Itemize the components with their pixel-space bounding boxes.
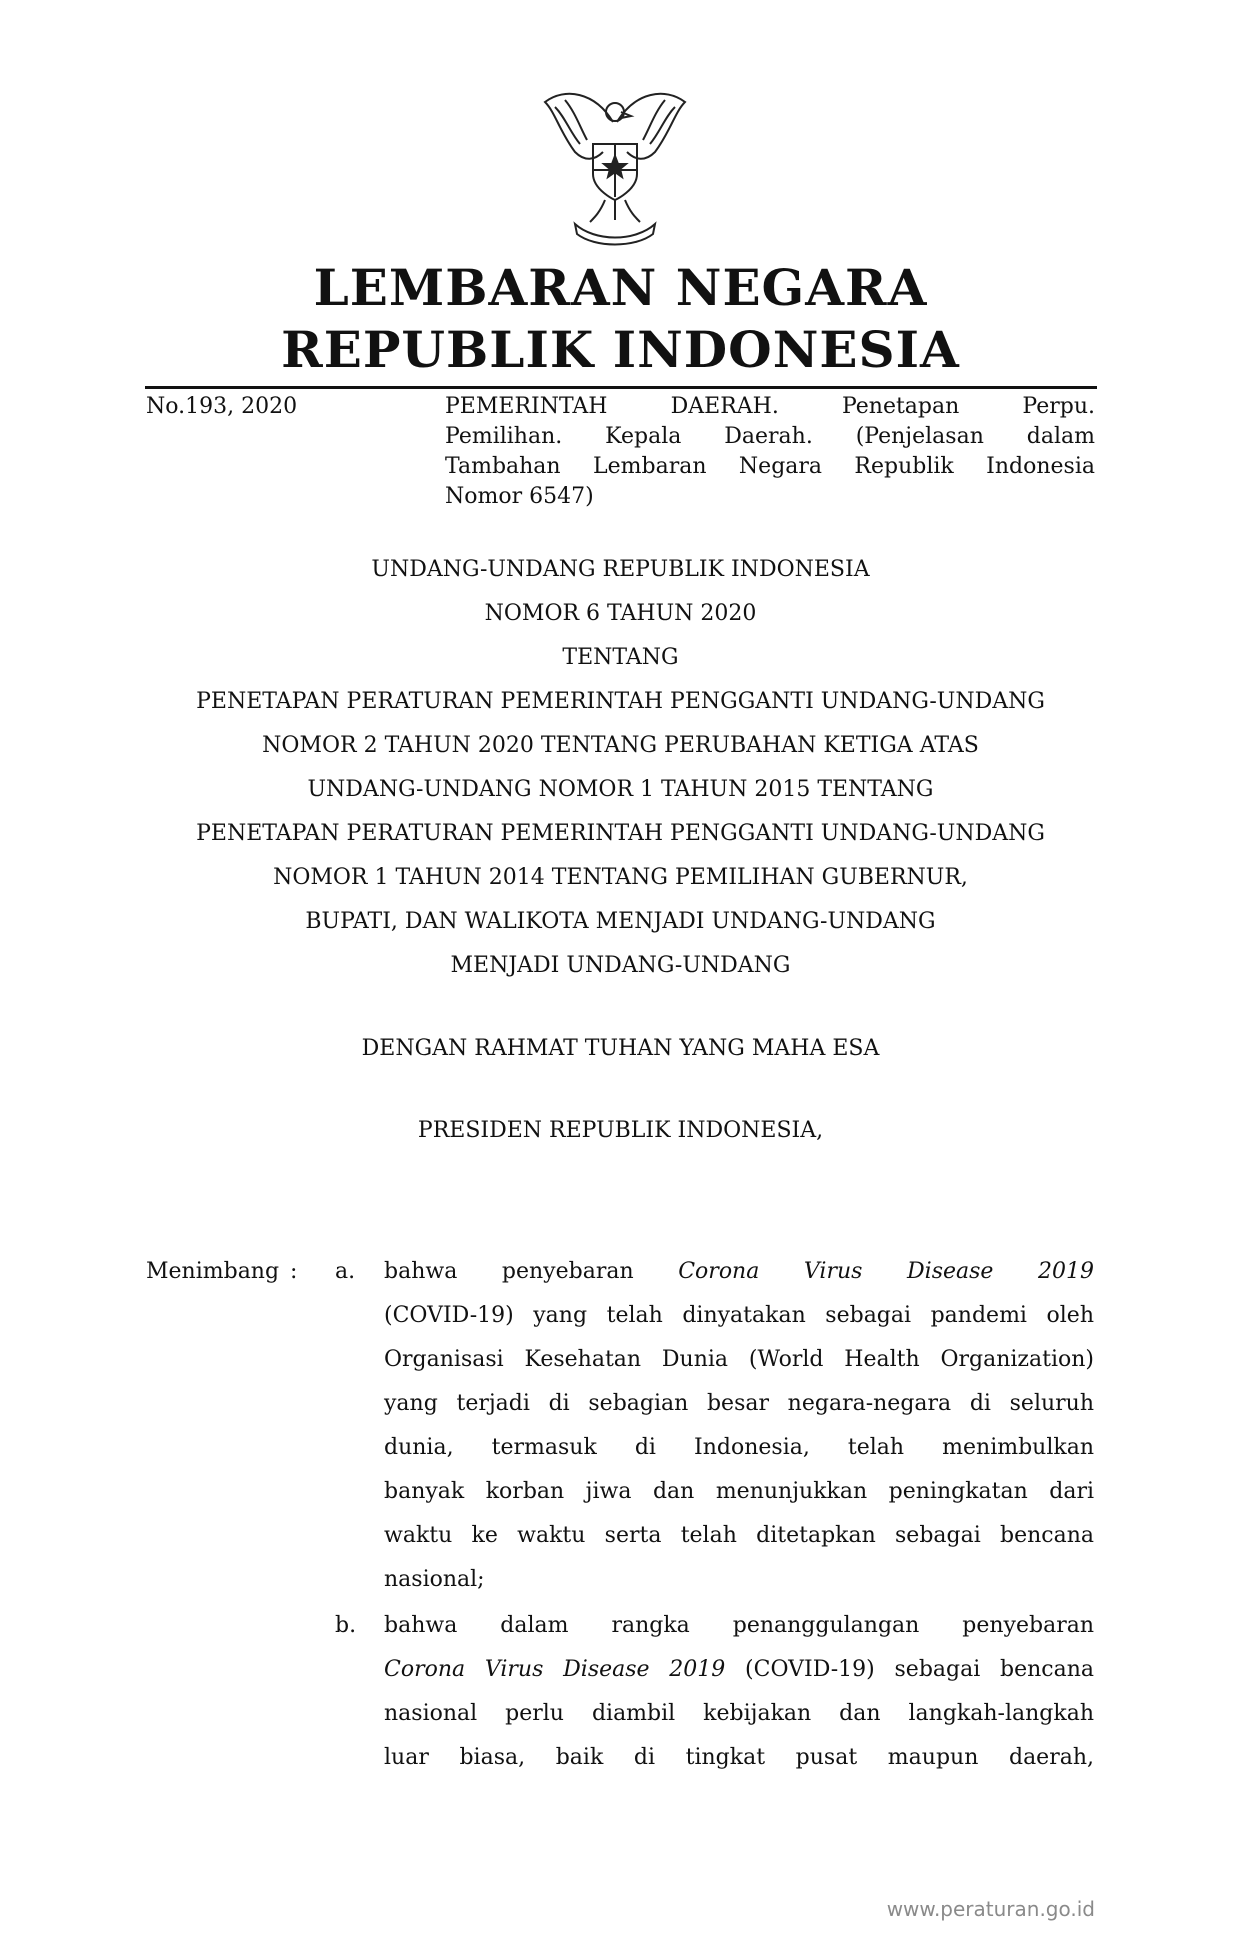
law-title-line: NOMOR 1 TAHUN 2014 TENTANG PEMILIHAN GUBERNUR, [273, 865, 968, 890]
law-title-line: TENTANG [562, 645, 679, 670]
item-a-text: bahwa penyebaran [384, 1259, 679, 1284]
law-title-line: PENETAPAN PERATURAN PEMERINTAH PENGGANTI UNDANG-UNDANG [196, 689, 1045, 714]
garuda-emblem-icon [535, 82, 695, 250]
law-title-line: MENJADI UNDANG-UNDANG [450, 953, 791, 978]
description-line: Pemilihan. Kepala Daerah. (Penjelasan dalam [445, 424, 1095, 449]
masthead-subtitle: REPUBLIK INDONESIA [281, 320, 960, 379]
menimbang-label: Menimbang [146, 1259, 280, 1284]
item-a-line: banyak korban jiwa dan menunjukkan peningkatan dari [384, 1479, 1094, 1504]
item-a-italic: Corona Virus Disease 2019 [678, 1259, 1095, 1284]
menimbang-item-b [384, 1604, 1094, 1780]
item-b-line [384, 1648, 1094, 1692]
description-line: Nomor 6547) [445, 484, 594, 509]
presiden-line: PRESIDEN REPUBLIK INDONESIA, [417, 1118, 824, 1143]
item-a-line [384, 1250, 1094, 1294]
item-b-line: bahwa dalam rangka penanggulangan penyebaran [384, 1613, 1094, 1638]
item-marker-a: a. [335, 1259, 356, 1284]
law-title [0, 548, 1241, 988]
item-a-line: Organisasi Kesehatan Dunia (World Health Organization) [384, 1347, 1094, 1372]
rahmat-line: DENGAN RAHMAT TUHAN YANG MAHA ESA [361, 1036, 880, 1061]
item-a-line: dunia, termasuk di Indonesia, telah menimbulkan [384, 1435, 1094, 1460]
law-title-line: BUPATI, DAN WALIKOTA MENJADI UNDANG-UNDANG [305, 909, 936, 934]
item-a-line: (COVID-19) yang telah dinyatakan sebagai pandemi oleh [384, 1303, 1094, 1328]
law-title-line: NOMOR 6 TAHUN 2020 [484, 601, 757, 626]
description-line: Tambahan Lembaran Negara Republik Indonesia [445, 454, 1095, 479]
item-b-italic: Corona Virus Disease 2019 [384, 1657, 726, 1682]
menimbang-colon: : [290, 1259, 298, 1284]
law-title-line: UNDANG-UNDANG NOMOR 1 TAHUN 2015 TENTANG [307, 777, 934, 802]
item-a-line: waktu ke waktu serta telah ditetapkan sebagai bencana [384, 1523, 1094, 1548]
item-b-line: luar biasa, baik di tingkat pusat maupun daerah, [384, 1745, 1094, 1770]
footer-url[interactable]: www.peraturan.go.id [886, 1897, 1095, 1921]
menimbang-item-a [384, 1250, 1094, 1602]
item-b-line: nasional perlu diambil kebijakan dan langkah-langkah [384, 1701, 1094, 1726]
description-line: PEMERINTAH DAERAH. Penetapan Perpu. [445, 394, 1095, 419]
law-title-line: NOMOR 2 TAHUN 2020 TENTANG PERUBAHAN KETIGA ATAS [262, 733, 979, 758]
gazette-number: No.193, 2020 [146, 394, 298, 419]
item-a-line: yang terjadi di sebagian besar negara-negara di seluruh [384, 1391, 1094, 1416]
law-title-line: UNDANG-UNDANG REPUBLIK INDONESIA [371, 557, 870, 582]
item-a-line: nasional; [384, 1567, 485, 1592]
law-title-line: PENETAPAN PERATURAN PEMERINTAH PENGGANTI UNDANG-UNDANG [196, 821, 1045, 846]
item-marker-b: b. [335, 1613, 357, 1638]
masthead-title: LEMBARAN NEGARA [313, 258, 928, 317]
gazette-description [445, 392, 1095, 512]
header-rule [145, 386, 1097, 389]
item-b-text: (COVID-19) sebagai bencana [725, 1657, 1094, 1682]
